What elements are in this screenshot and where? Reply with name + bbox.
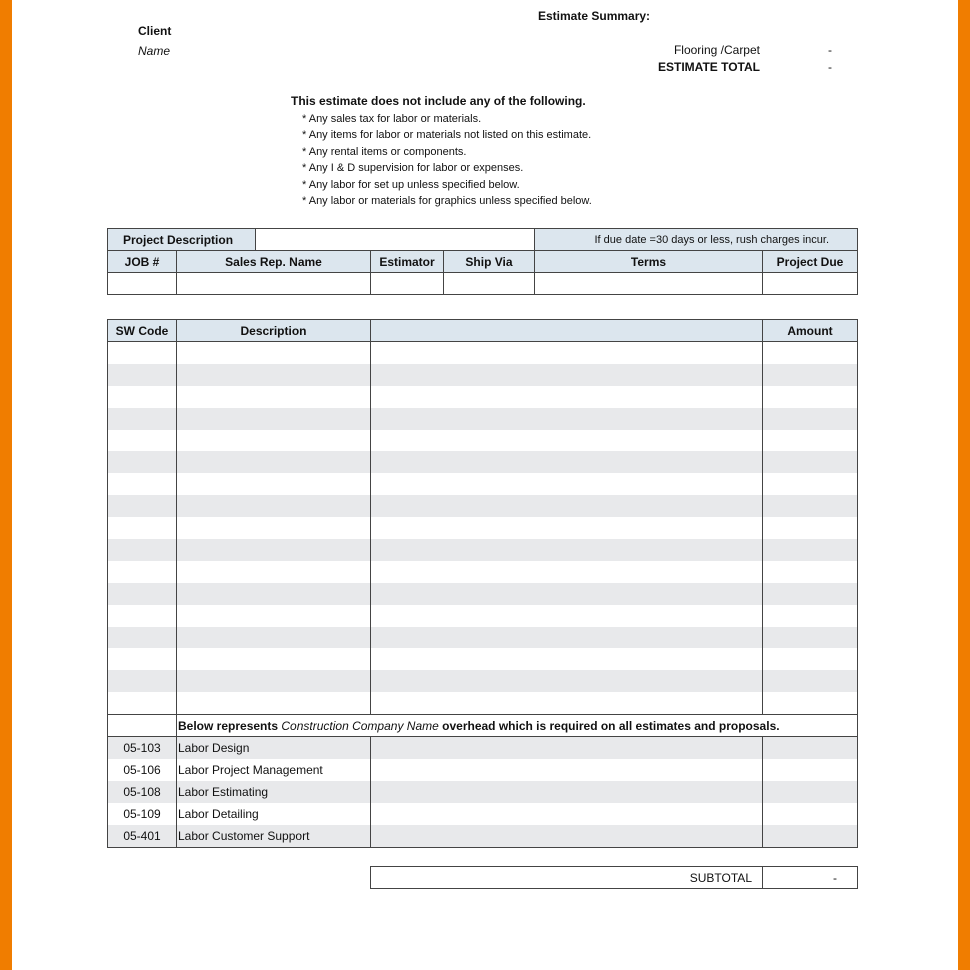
code-cell[interactable] (108, 495, 177, 517)
details-cell[interactable] (371, 430, 763, 452)
estimate-total-value: - (828, 60, 832, 74)
amount-cell[interactable] (763, 342, 858, 364)
details-cell[interactable] (371, 605, 763, 627)
amount-cell[interactable] (763, 583, 858, 605)
amount-cell[interactable] (763, 648, 858, 670)
amount-cell[interactable] (763, 451, 858, 473)
client-label: Client (138, 24, 172, 38)
labor-description: Labor Detailing (177, 803, 371, 825)
flooring-carpet-value: - (828, 43, 832, 57)
amount-header: Amount (763, 320, 858, 342)
description-cell[interactable] (177, 561, 371, 583)
description-cell[interactable] (177, 386, 371, 408)
details-cell[interactable] (371, 408, 763, 430)
estimator-field[interactable] (371, 273, 444, 295)
amount-cell[interactable] (763, 561, 858, 583)
exclusion-item: * Any labor for set up unless specified below. (302, 178, 520, 191)
labor-code: 05-109 (108, 803, 177, 825)
estimate-summary-title: Estimate Summary: (538, 9, 651, 23)
details-cell[interactable] (371, 583, 763, 605)
table-row (108, 386, 858, 408)
code-cell[interactable] (108, 539, 177, 561)
labor-code: 05-401 (108, 825, 177, 847)
table-row (108, 517, 858, 539)
amount-cell[interactable] (763, 627, 858, 649)
labor-code: 05-108 (108, 781, 177, 803)
table-row (108, 495, 858, 517)
job-number-header: JOB # (108, 251, 177, 273)
code-cell[interactable] (108, 517, 177, 539)
details-cell[interactable] (371, 781, 763, 803)
table-row (108, 692, 858, 714)
description-cell[interactable] (177, 648, 371, 670)
amount-cell[interactable] (763, 825, 858, 847)
labor-row (108, 781, 858, 803)
code-cell[interactable] (108, 430, 177, 452)
labor-description: Labor Estimating (177, 781, 371, 803)
exclusion-item: * Any I & D supervision for labor or expenses. (302, 162, 524, 175)
details-cell[interactable] (371, 627, 763, 649)
table-row (108, 408, 858, 430)
amount-cell[interactable] (763, 430, 858, 452)
labor-description: Labor Design (177, 737, 371, 759)
details-cell[interactable] (371, 386, 763, 408)
code-cell[interactable] (108, 408, 177, 430)
details-cell[interactable] (371, 648, 763, 670)
overhead-note-prefix: Below represents (178, 718, 279, 733)
project-info-table (107, 228, 858, 295)
amount-cell[interactable] (763, 803, 858, 825)
code-cell[interactable] (108, 342, 177, 364)
amount-cell[interactable] (763, 781, 858, 803)
details-cell[interactable] (371, 561, 763, 583)
table-row (108, 451, 858, 473)
exclusions-title: This estimate does not include any of the following. (291, 94, 586, 108)
details-cell[interactable] (371, 364, 763, 386)
details-cell[interactable] (371, 539, 763, 561)
page-border-right (958, 0, 970, 970)
description-cell[interactable] (177, 605, 371, 627)
table-row (108, 539, 858, 561)
details-cell[interactable] (371, 473, 763, 495)
description-cell[interactable] (177, 408, 371, 430)
exclusion-item: * Any sales tax for labor or materials. (302, 113, 482, 125)
overhead-note-suffix: overhead which is required on all estimates and proposals. (442, 718, 780, 733)
sales-rep-header: Sales Rep. Name (177, 251, 371, 273)
details-cell[interactable] (371, 517, 763, 539)
amount-cell[interactable] (763, 517, 858, 539)
amount-cell[interactable] (763, 408, 858, 430)
page-border-left (0, 0, 12, 970)
project-description-label: Project Description (108, 229, 256, 251)
code-cell[interactable] (108, 583, 177, 605)
details-cell[interactable] (371, 759, 763, 781)
amount-cell[interactable] (763, 670, 858, 692)
table-row (108, 648, 858, 670)
sales-rep-field[interactable] (177, 273, 371, 295)
code-cell[interactable] (108, 473, 177, 495)
table-row (108, 342, 858, 364)
description-cell[interactable] (177, 627, 371, 649)
code-cell[interactable] (108, 648, 177, 670)
subtotal-label: SUBTOTAL (371, 867, 763, 889)
description-cell[interactable] (177, 342, 371, 364)
code-cell[interactable] (108, 386, 177, 408)
code-cell[interactable] (108, 670, 177, 692)
details-cell[interactable] (371, 692, 763, 714)
table-row (108, 583, 858, 605)
exclusions-list (302, 111, 592, 209)
amount-cell[interactable] (763, 539, 858, 561)
project-due-header: Project Due (763, 251, 858, 273)
overhead-note-company: Construction Company Name (281, 718, 439, 733)
description-cell[interactable] (177, 692, 371, 714)
labor-description: Labor Project Management (177, 759, 371, 781)
terms-field[interactable] (535, 273, 763, 295)
amount-cell[interactable] (763, 759, 858, 781)
table-row (108, 605, 858, 627)
ship-via-header: Ship Via (444, 251, 535, 273)
amount-cell[interactable] (763, 364, 858, 386)
labor-row (108, 803, 858, 825)
table-row (108, 627, 858, 649)
project-due-field[interactable] (763, 273, 858, 295)
code-cell[interactable] (108, 451, 177, 473)
table-row (108, 670, 858, 692)
client-name-label: Name (138, 44, 171, 58)
description-cell[interactable] (177, 473, 371, 495)
estimator-header: Estimator (371, 251, 444, 273)
details-cell[interactable] (371, 737, 763, 759)
details-cell[interactable] (371, 451, 763, 473)
overhead-note-row (108, 715, 858, 737)
estimate-total-label: ESTIMATE TOTAL (658, 60, 760, 74)
code-cell[interactable] (108, 605, 177, 627)
labor-row (108, 825, 858, 847)
sw-code-header: SW Code (108, 320, 177, 342)
table-row (108, 473, 858, 495)
amount-cell[interactable] (763, 737, 858, 759)
description-cell[interactable] (177, 430, 371, 452)
terms-header: Terms (535, 251, 763, 273)
amount-cell[interactable] (763, 495, 858, 517)
labor-code: 05-103 (108, 737, 177, 759)
details-cell[interactable] (371, 495, 763, 517)
description-cell[interactable] (177, 583, 371, 605)
rush-charges-note: If due date =30 days or less, rush charges incur. (535, 229, 858, 251)
details-cell[interactable] (371, 670, 763, 692)
labor-code: 05-106 (108, 759, 177, 781)
code-cell[interactable] (108, 561, 177, 583)
description-cell[interactable] (177, 670, 371, 692)
job-number-field[interactable] (108, 273, 177, 295)
amount-cell[interactable] (763, 692, 858, 714)
description-cell[interactable] (177, 451, 371, 473)
project-description-field[interactable] (256, 229, 535, 251)
code-cell[interactable] (108, 692, 177, 714)
amount-cell[interactable] (763, 473, 858, 495)
table-row (108, 364, 858, 386)
line-items-table (107, 319, 858, 848)
table-row (108, 430, 858, 452)
description-extra-header (371, 320, 763, 342)
description-cell[interactable] (177, 517, 371, 539)
table-row (108, 561, 858, 583)
code-cell[interactable] (108, 364, 177, 386)
ship-via-field[interactable] (444, 273, 535, 295)
description-cell[interactable] (177, 539, 371, 561)
labor-row (108, 759, 858, 781)
subtotal-table (370, 866, 858, 889)
description-cell[interactable] (177, 364, 371, 386)
details-cell[interactable] (371, 803, 763, 825)
details-cell[interactable] (371, 825, 763, 847)
overhead-note-spacer (108, 715, 177, 737)
details-cell[interactable] (371, 342, 763, 364)
description-cell[interactable] (177, 495, 371, 517)
overhead-note (177, 715, 858, 737)
code-cell[interactable] (108, 627, 177, 649)
flooring-carpet-label: Flooring /Carpet (673, 43, 760, 57)
subtotal-value: - (763, 867, 858, 889)
labor-description: Labor Customer Support (177, 825, 371, 847)
amount-cell[interactable] (763, 386, 858, 408)
amount-cell[interactable] (763, 605, 858, 627)
exclusion-item: * Any items for labor or materials not listed on this estimate. (302, 129, 592, 142)
description-header: Description (177, 320, 371, 342)
exclusion-item: * Any rental items or components. (302, 145, 467, 158)
labor-row (108, 737, 858, 759)
exclusion-item: * Any labor or materials for graphics unless specified below. (302, 195, 592, 208)
